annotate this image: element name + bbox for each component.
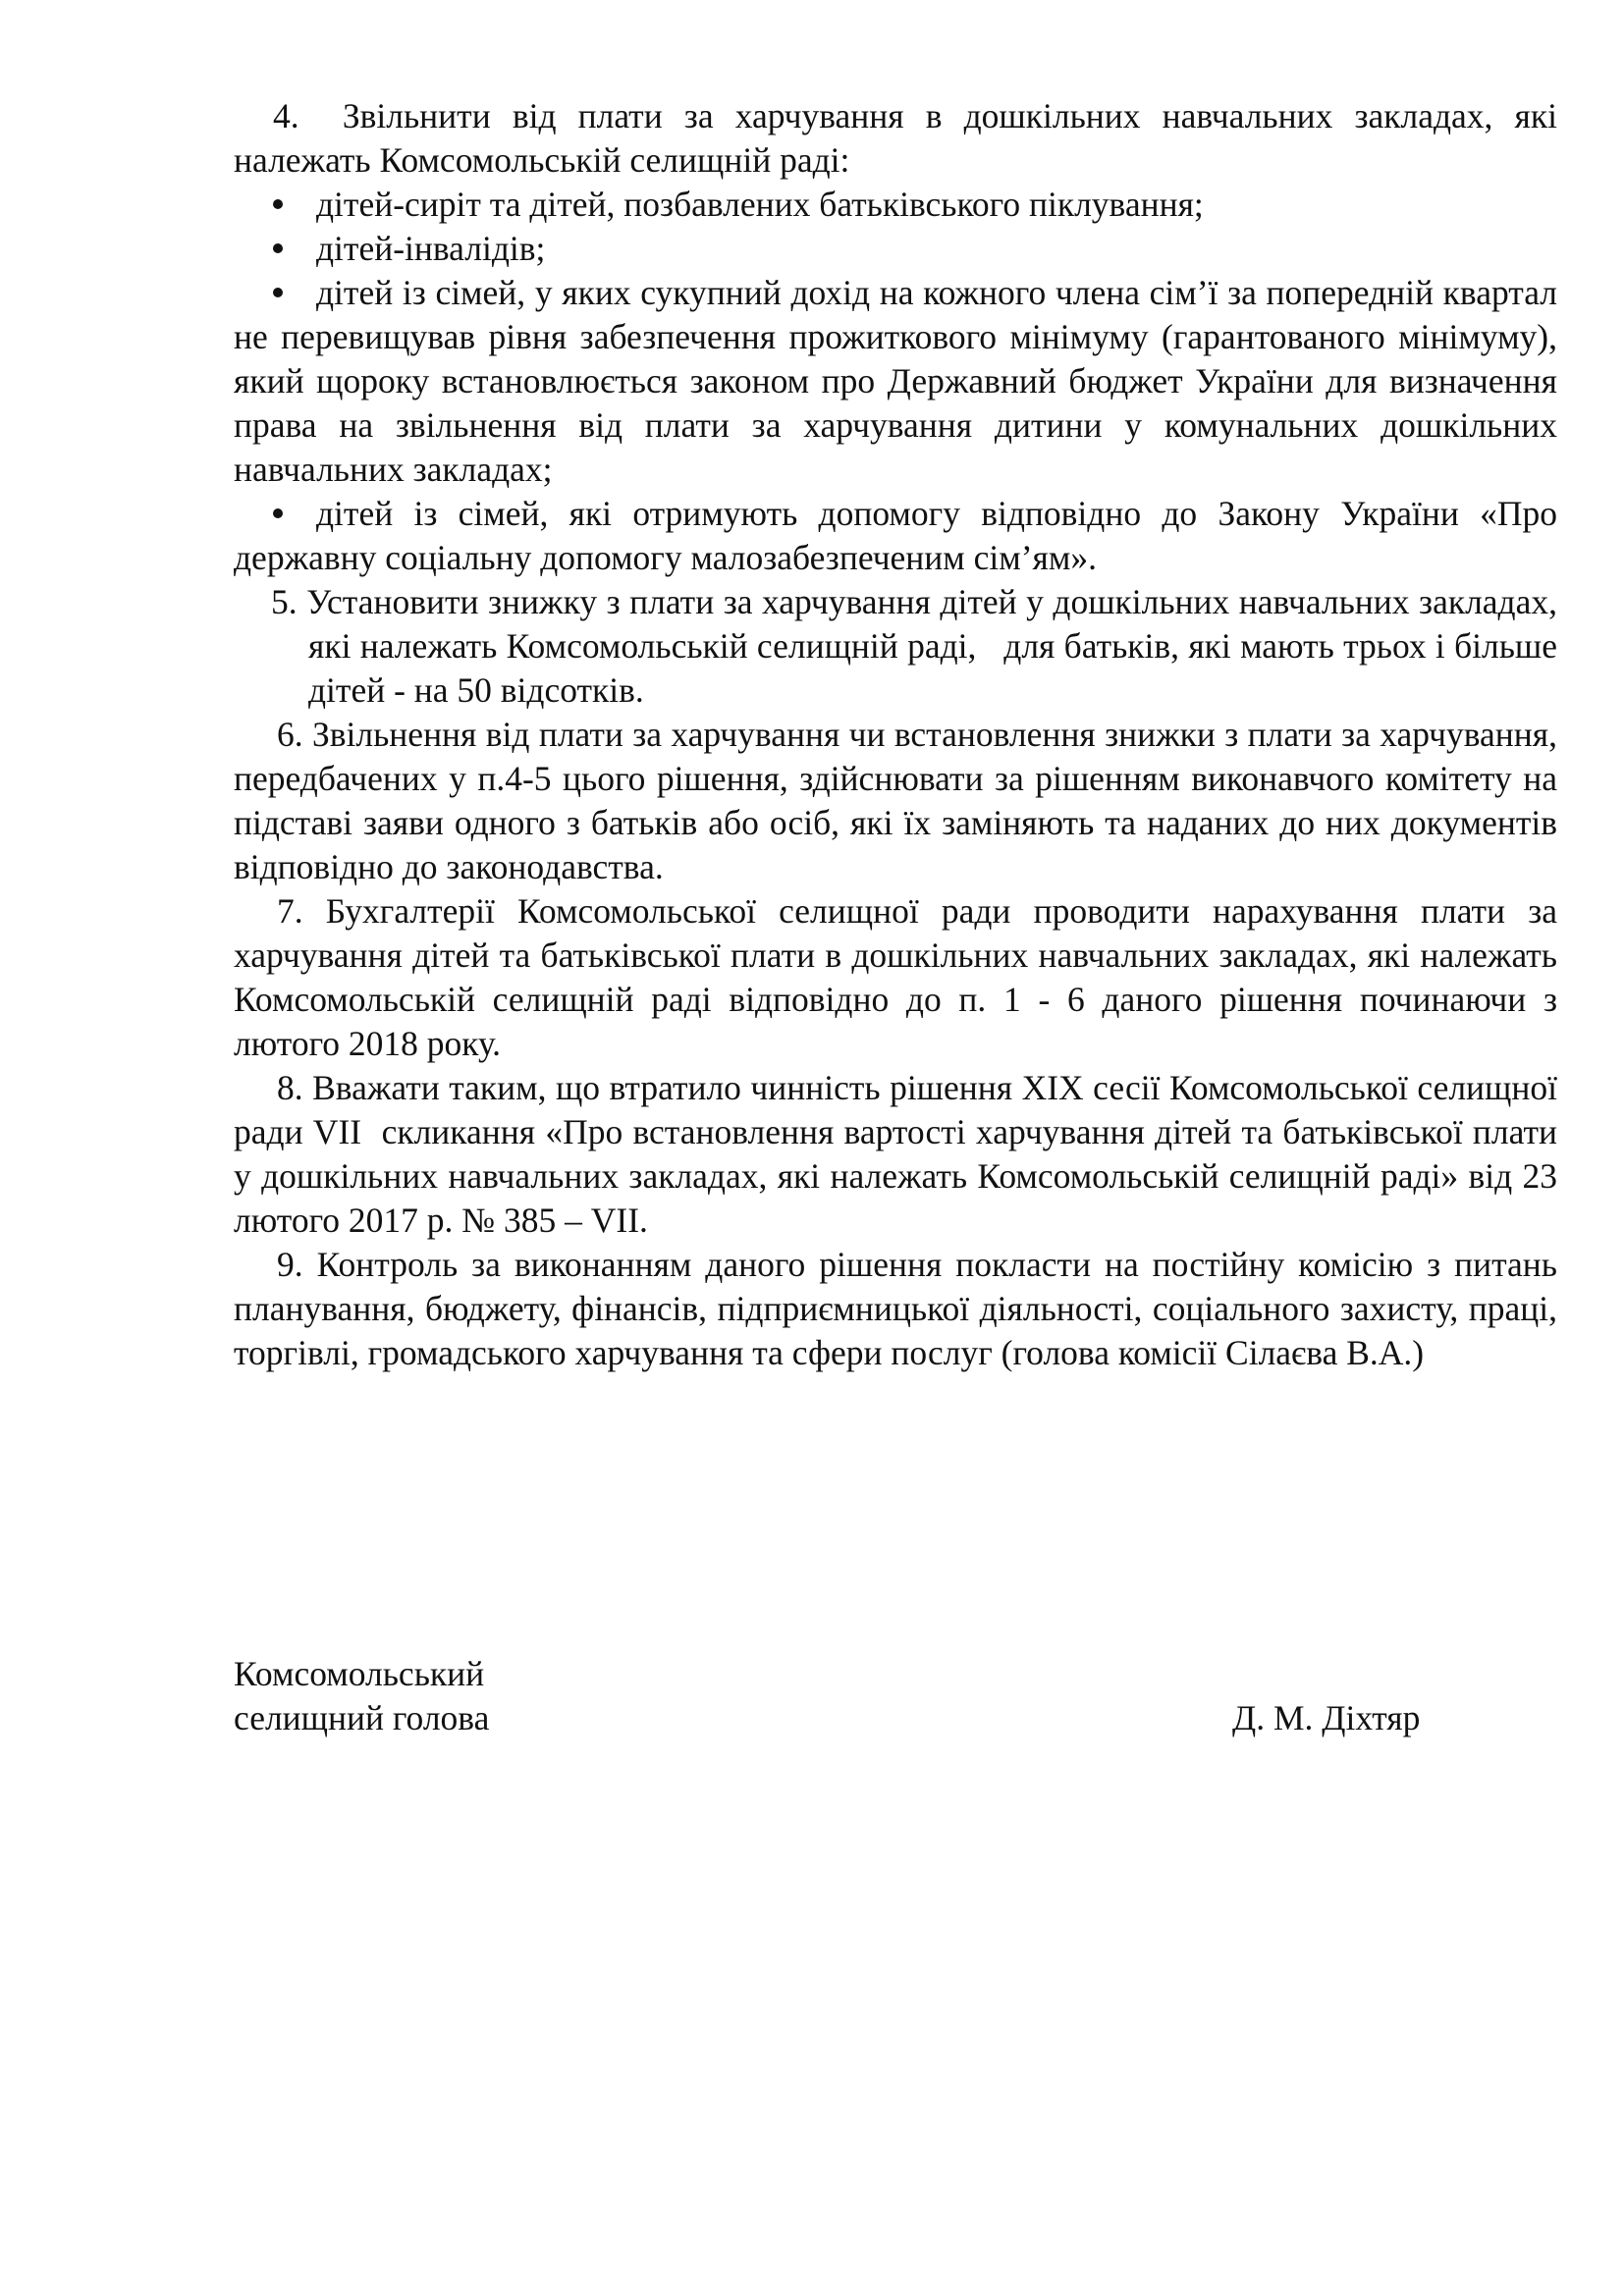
document-body	[234, 94, 1557, 1375]
bullet-text: дітей-сиріт та дітей, позбавлених батьківського піклування;	[316, 185, 1204, 224]
bullet-icon	[273, 508, 283, 518]
bullet-icon	[273, 199, 283, 209]
bullet-icon	[273, 288, 283, 297]
item-4-intro: 4. Звільнити від плати за харчування в дошкільних навчальних закладах, які належать Комсомольській селищній раді:	[234, 96, 1557, 180]
signature-title-line-1: Комсомольський	[234, 1654, 485, 1693]
bullet-icon	[273, 243, 283, 253]
bullet-text: дітей-інвалідів;	[316, 229, 546, 268]
item-7: 7. Бухгалтерії Комсомольської селищної ради проводити нарахування плати за харчування дітей та батьківської плати в дошкільних навчальних закладах, які належать Комсомольській селищній раді відповідно до п. 1 - 6 даного рішення починаючи з лютого 2018 року.	[234, 891, 1557, 1063]
item-4-bullet	[234, 271, 1557, 492]
item-9: 9. Контроль за виконанням даного рішення покласти на постійну комісію з питань планування, бюджету, фінансів, підприємницької діяльності, соціального захисту, праці, торгівлі, громадського харчування та сфери послуг (голова комісії Сілаєва В.А.)	[234, 1245, 1557, 1372]
item-5-number: 5.	[271, 582, 298, 621]
signature-block	[234, 1652, 1451, 1740]
item-4-bullet	[234, 492, 1557, 580]
bullet-text: дітей із сімей, у яких сукупний дохід на кожного члена сім’ї за попередній квартал не перевищував рівня забезпечення прожиткового мінімуму (гарантованого мінімуму), який щороку встановлюється законом про Державний бюджет України для визначення права на звільнення від плати за харчування дитини у комунальних дошкільних навчальних закладах;	[234, 273, 1557, 489]
item-4-bullet	[234, 227, 1557, 271]
item-4-bullet-list	[234, 183, 1557, 580]
item-4-bullet	[234, 183, 1557, 227]
bullet-text: дітей із сімей, які отримують допомогу відповідно до Закону України «Про державну соціальну допомогу малозабезпеченим сім’ям».	[234, 494, 1557, 577]
item-8: 8. Вважати таким, що втратило чинність рішення XIX сесії Комсомольської селищної ради VII скликання «Про встановлення вартості харчування дітей та батьківської плати у дошкільних навчальних закладах, які належать Комсомольській селищній раді» від 23 лютого 2017 р. № 385 – VII.	[234, 1068, 1557, 1240]
signature-title-line-2: селищний голова	[234, 1698, 490, 1737]
item-5	[271, 580, 1557, 713]
item-5-text: Установити знижку з плати за харчування дітей у дошкільних навчальних закладах, які належать Комсомольській селищній раді, для батьків, які мають трьох і більше дітей - на 50 відсотків.	[306, 582, 1558, 710]
signature-name: Д. М. Діхтяр	[1232, 1698, 1421, 1737]
signature-title	[234, 1652, 489, 1740]
item-6: 6. Звільнення від плати за харчування чи встановлення знижки з плати за харчування, передбачених у п.4-5 цього рішення, здійснювати за рішенням виконавчого комітету на підставі заяви одного з батьків або осіб, які їх заміняють та наданих до них документів відповідно до законодавства.	[234, 715, 1557, 886]
